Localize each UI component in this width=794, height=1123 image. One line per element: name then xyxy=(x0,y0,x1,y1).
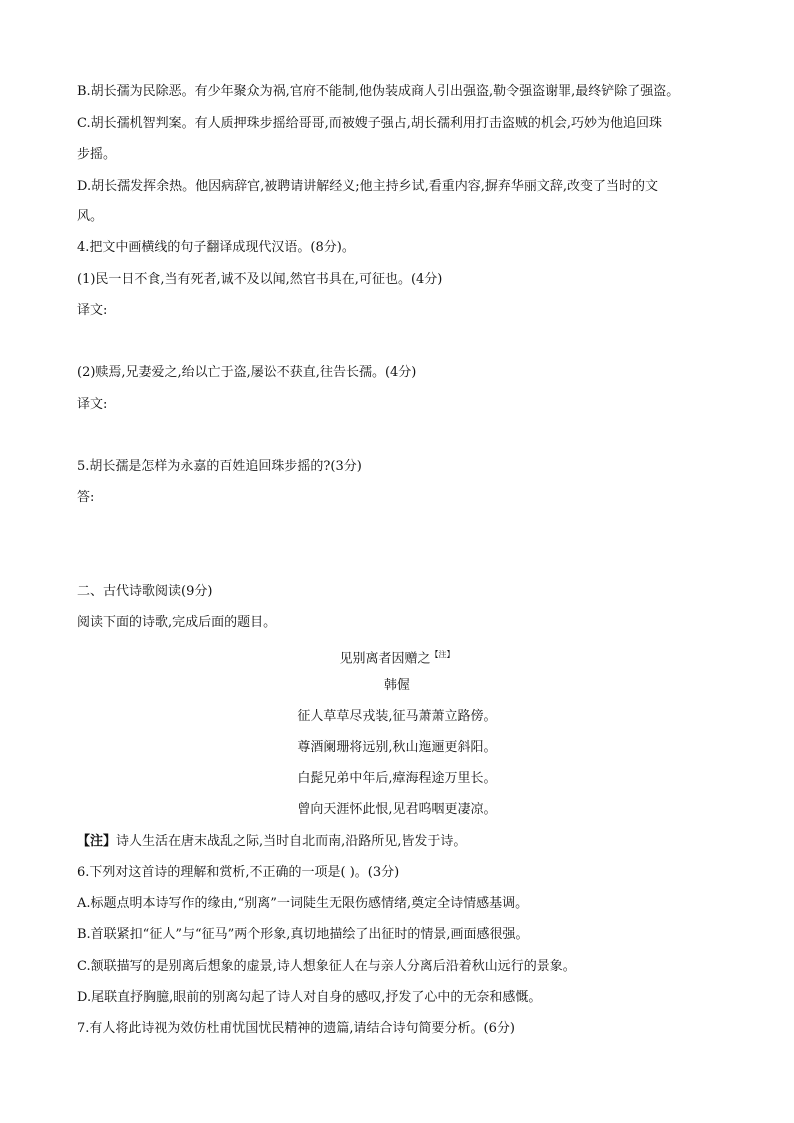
q4-answer-label-2: 译文: xyxy=(77,397,108,412)
q4-stem: 4.把文中画横线的句子翻译成现代汉语。(8分)。 xyxy=(77,240,355,255)
poem-line-3: 白髭兄弟中年后,瘴海程途万里长。 xyxy=(297,771,497,786)
q4-answer-label-1: 译文: xyxy=(77,303,108,318)
q3-option-c-line2: 步摇。 xyxy=(77,147,117,162)
q6-option-b: B.首联紧扣“征人”与“征马”两个形象,真切地描绘了出征时的情景,画面感很强。 xyxy=(77,927,529,942)
poem-title: 见别离者因赠之 xyxy=(339,651,431,667)
section2-heading: 二、古代诗歌阅读(9分) xyxy=(77,584,213,599)
poem-line-1: 征人草草尽戎装,征马萧萧立路傍。 xyxy=(297,709,497,724)
q5-stem: 5.胡长孺是怎样为永嘉的百姓追回珠步摇的?(3分) xyxy=(77,459,362,474)
q6-option-a: A.标题点明本诗写作的缘由,“别离”一词陡生无限伤感情绪,奠定全诗情感基调。 xyxy=(77,896,529,911)
poem-note-text: 诗人生活在唐末战乱之际,当时自北而南,沿路所见,皆发于诗。 xyxy=(116,834,467,849)
q6-stem: 6.下列对这首诗的理解和赏析,不正确的一项是( )。(3分) xyxy=(77,865,400,880)
q3-option-d-line1: D.胡长孺发挥余热。他因病辞官,被聘请讲解经义;他主持乡试,看重内容,摒弃华丽文辞,改变了当时的文 xyxy=(77,179,659,194)
q4-sentence-1: (1)民一日不食,当有死者,诚不及以闻,然官书具在,可征也。(4分) xyxy=(77,272,443,287)
q5-answer-label: 答: xyxy=(77,490,95,505)
section2-instruction: 阅读下面的诗歌,完成后面的题目。 xyxy=(77,615,277,630)
poem-line-2: 尊酒阑珊将远别,秋山迤逦更斜阳。 xyxy=(297,740,497,755)
q6-option-d: D.尾联直抒胸臆,眼前的别离勾起了诗人对自身的感叹,抒发了心中的无奈和感慨。 xyxy=(77,990,542,1005)
q3-option-c-line1: C.胡长孺机智判案。有人质押珠步摇给哥哥,而被嫂子强占,胡长孺利用打击盗贼的机会,巧妙为他追回珠 xyxy=(77,116,663,131)
poem-author: 韩偓 xyxy=(383,678,410,693)
poem-note-mark: 【注】 xyxy=(77,834,117,849)
q4-sentence-2: (2)赎焉,兄妻爱之,绐以亡于盗,屡讼不获直,往告长孺。(4分) xyxy=(77,365,417,380)
poem-note xyxy=(77,833,466,851)
poem-line-4: 曾向天涯怀此恨,见君呜咽更凄凉。 xyxy=(297,802,497,817)
poem-title-note: 【注】 xyxy=(430,650,455,659)
poem-title-row xyxy=(0,646,794,668)
q3-option-b: B.胡长孺为民除恶。有少年聚众为祸,官府不能制,他伪装成商人引出强盗,勒令强盗谢罪,最终铲除了强盗。 xyxy=(77,84,680,99)
q3-option-d-line2: 风。 xyxy=(77,209,104,224)
q7-stem: 7.有人将此诗视为效仿杜甫忧国忧民精神的遗篇,请结合诗句简要分析。(6分) xyxy=(77,1021,515,1036)
q6-option-c: C.颔联描写的是别离后想象的虚景,诗人想象征人在与亲人分离后沿着秋山远行的景象。 xyxy=(77,959,576,974)
